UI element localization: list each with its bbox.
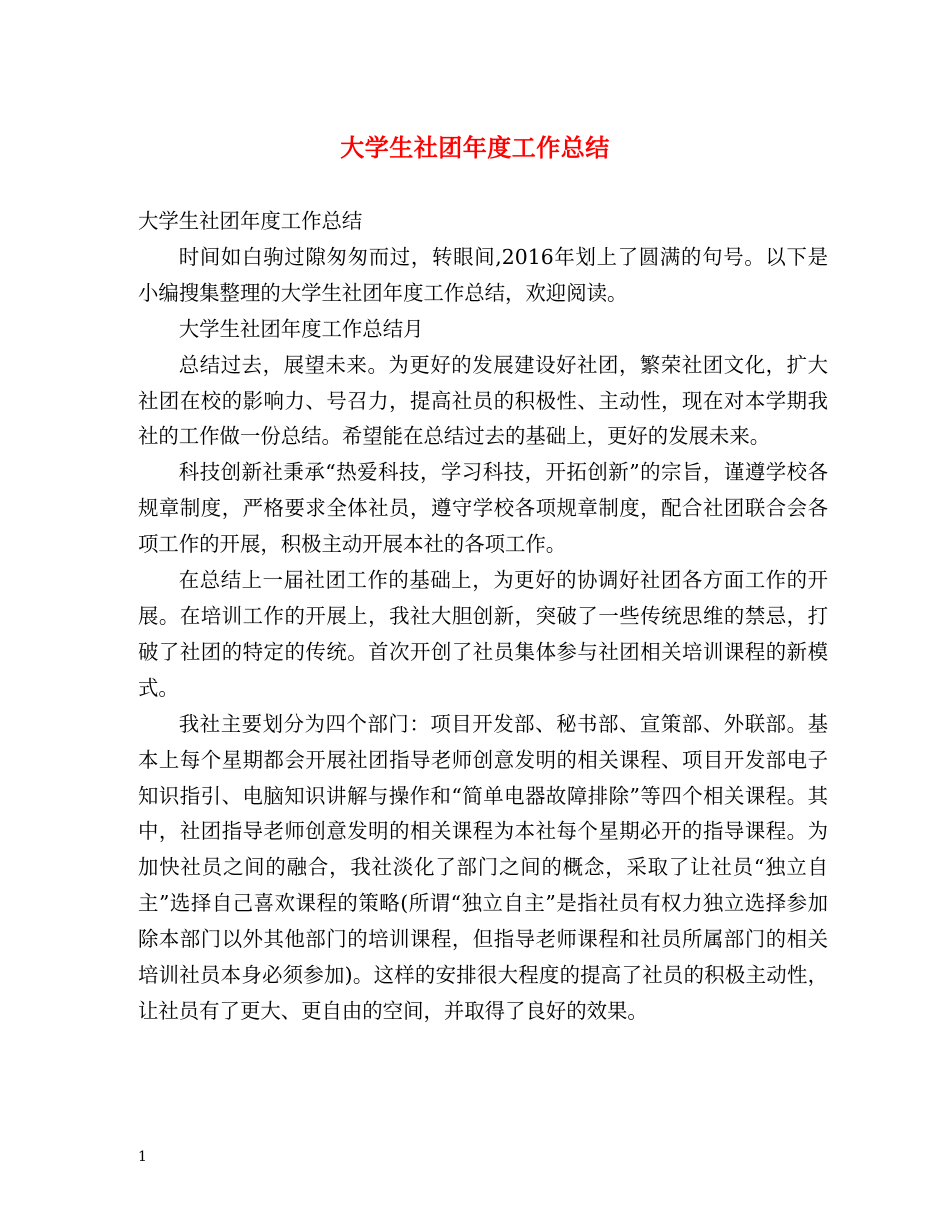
- section-heading-paragraph: 大学生社团年度工作总结月: [178, 316, 424, 341]
- page-number: 1: [138, 1149, 147, 1165]
- departments-paragraph: 我社主要划分为四个部门：项目开发部、秘书部、宣策部、外联部。基本上每个星期都会开展社团指导老师创意发明的相关课程、项目开发部电子知识指引、电脑知识讲解与操作和“简单电器故障排除”等四个相关课程。其中，社团指导老师创意发明的相关课程为本社每个星期必开的指导课程。为加快社员之间的融合，我社淡化了部门之间的概念，采取了让社员“独立自主”选择自己喜欢课程的策略(所谓“独立自主”是指社员有权力独立选择参加除本部门以外其他部门的培训课程，但指导老师课程和社员所属部门的相关培训社员本身必须参加)。这样的安排很大程度的提高了社员的积极主动性，让社员有了更大、更自由的空间，并取得了良好的效果。: [138, 711, 828, 1023]
- intro-paragraph: 时间如白驹过隙匆匆而过，转眼间,2016年划上了圆满的句号。以下是小编搜集整理的大学生社团年度工作总结，欢迎阅读。: [138, 244, 828, 305]
- document-title: 大学生社团年度工作总结: [340, 133, 610, 162]
- subtitle-paragraph: 大学生社团年度工作总结: [138, 209, 363, 233]
- purpose-paragraph: 科技创新社秉承“热爱科技，学习科技，开拓创新”的宗旨，谨遵学校各规章制度，严格要求全体社员，遵守学校各项规章制度，配合社团联合会各项工作的开展，积极主动开展本社的各项工作。: [138, 460, 828, 557]
- summary-paragraph: 总结过去，展望未来。为更好的发展建设好社团，繁荣社团文化，扩大社团在校的影响力、号召力，提高社员的积极性、主动性，现在对本学期我社的工作做一份总结。希望能在总结过去的基础上，更好的发展未来。: [138, 352, 828, 449]
- training-paragraph: 在总结上一届社团工作的基础上，为更好的协调好社团各方面工作的开展。在培训工作的开展上，我社大胆创新，突破了一些传统思维的禁忌，打破了社团的特定的传统。首次开创了社员集体参与社团相关培训课程的新模式。: [138, 568, 828, 700]
- document-body: [138, 204, 828, 1030]
